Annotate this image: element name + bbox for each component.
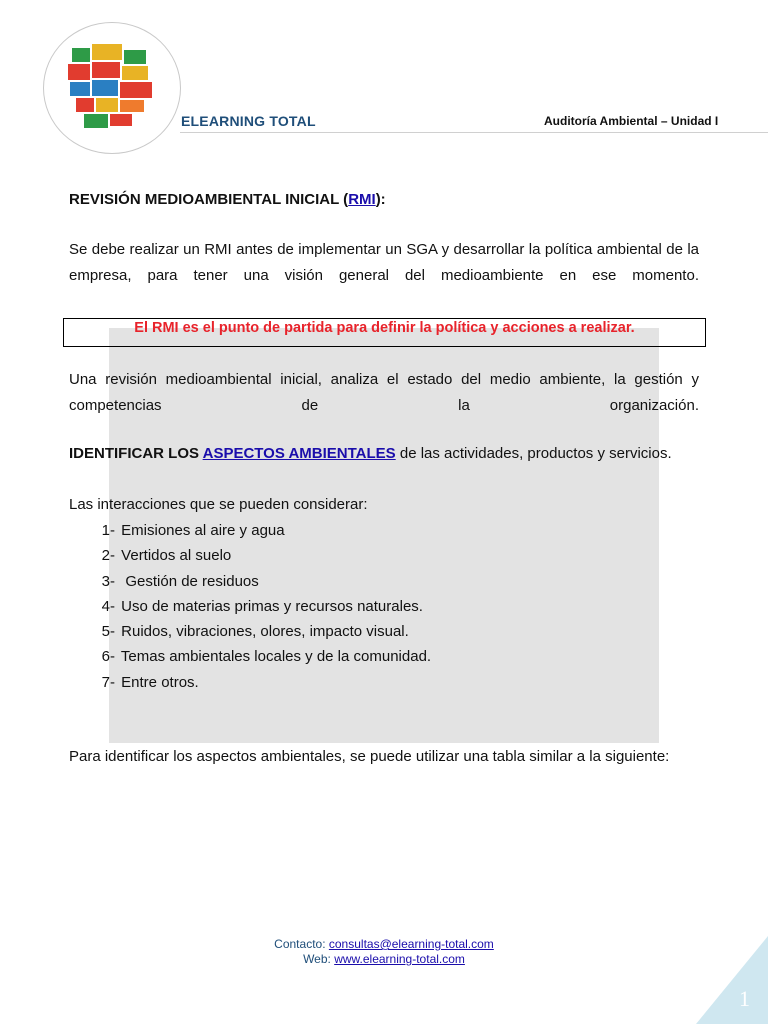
paragraph-table-intro: Para identificar los aspectos ambientales, se puede utilizar una tabla similar a la siguiente: (69, 748, 670, 765)
list-item: 1- Emisiones al aire y agua (101, 522, 285, 539)
identify-strong: IDENTIFICAR LOS (69, 445, 203, 462)
footer-web-line (0, 952, 768, 967)
list-item: 4- Uso de materias primas y recursos naturales. (101, 597, 423, 615)
list-item: 3- Gestión de residuos (101, 572, 259, 590)
list-item: 2- Vertidos al suelo (101, 547, 232, 565)
paragraph-intro (69, 237, 699, 289)
identify-rest: de las actividades, productos y servicios. (395, 445, 672, 462)
callout-box (63, 318, 706, 347)
rmi-link[interactable]: RMI (348, 191, 376, 208)
footer-contact-line (0, 937, 768, 952)
list-item: 7- Entre otros. (101, 673, 199, 691)
heading-prefix: REVISIÓN MEDIOAMBIENTAL INICIAL ( (69, 191, 349, 208)
aspectos-ambientales-link[interactable]: ASPECTOS AMBIENTALES (202, 445, 396, 462)
list-item: 5- Ruidos, vibraciones, olores, impacto visual. (101, 623, 409, 641)
paragraph-analysis-text: Una revisión medioambiental inicial, analiza el estado del medio ambiente, la gestión y competencias de la organización. (69, 371, 699, 414)
brand-name: ELEARNING TOTAL (181, 113, 316, 129)
page-corner-decoration (696, 936, 768, 1024)
page-number: 1 (739, 986, 750, 1011)
header-divider (180, 132, 768, 133)
contact-email-link[interactable]: consultas@elearning-total.com (328, 937, 494, 951)
heading-suffix: ): (375, 191, 386, 208)
paragraph-intro-text: Se debe realizar un RMI antes de implementar un SGA y desarrollar la política ambiental de la empresa, para tener una visión general del medioambiente en ese momento. (69, 241, 699, 284)
callout-text: El RMI es el punto de partida para definir la política y acciones a realizar. (134, 320, 635, 336)
web-label: Web: (303, 952, 335, 966)
section-heading (69, 187, 699, 213)
interactions-list (69, 518, 669, 695)
footer (0, 937, 768, 967)
paragraph-analysis (69, 367, 699, 419)
contact-label: Contacto: (274, 937, 329, 951)
colorful-head-mosaic-logo (64, 42, 156, 134)
list-item: 6- Temas ambientales locales y de la comunidad. (101, 648, 432, 666)
identify-line (69, 441, 699, 467)
list-intro: Las interacciones que se pueden considerar: (69, 496, 368, 513)
document-title: Auditoría Ambiental – Unidad I (544, 114, 719, 128)
website-link[interactable]: www.elearning-total.com (334, 952, 465, 966)
